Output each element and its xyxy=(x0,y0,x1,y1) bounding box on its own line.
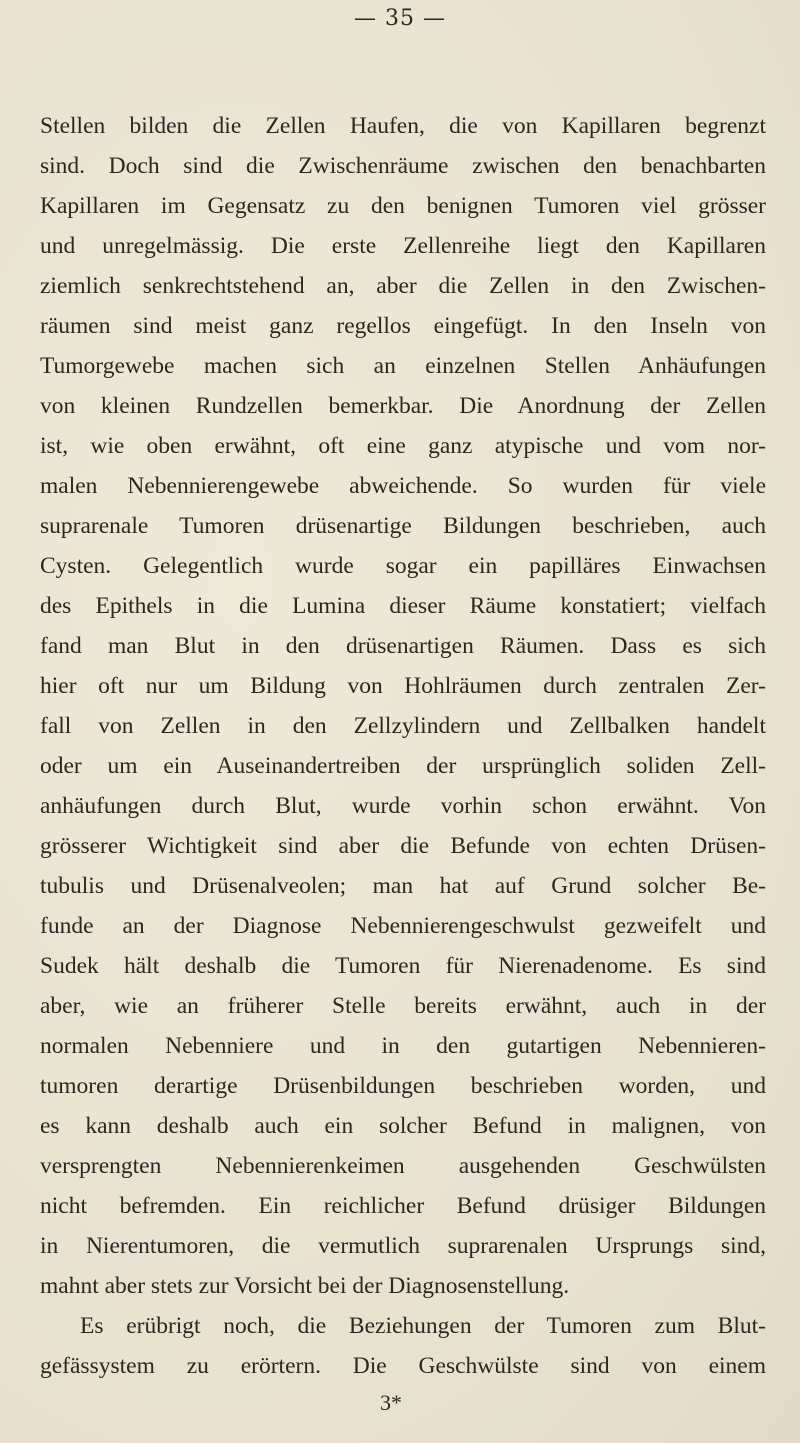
text-line: mahnt aber stets zur Vorsicht bei der Diagnosenstellung. xyxy=(40,1273,570,1299)
text-line: Kapillaren im Gegensatz zu den benignen Tumoren viel grösser xyxy=(40,193,766,219)
text-line: ziemlich senkrechtstehend an, aber die Zellen in den Zwischen- xyxy=(40,273,766,299)
signature-mark: 3* xyxy=(380,1390,402,1415)
text-line: des Epithels in die Lumina dieser Räume konstatiert; vielfach xyxy=(40,593,766,619)
text-line: räumen sind meist ganz regellos eingefügt. In den Inseln von xyxy=(40,313,766,339)
text-line: hier oft nur um Bildung von Hohlräumen durch zentralen Zer- xyxy=(40,673,766,699)
text-line: aber, wie an früherer Stelle bereits erwähnt, auch in der xyxy=(40,993,766,1019)
text-line: Tumorgewebe machen sich an einzelnen Stellen Anhäufungen xyxy=(40,353,766,379)
text-line: anhäufungen durch Blut, wurde vorhin schon erwähnt. Von xyxy=(40,793,766,819)
text-line: malen Nebennierengewebe abweichende. So wurden für viele xyxy=(40,473,766,499)
text-line: oder um ein Auseinandertreiben der ursprünglich soliden Zell- xyxy=(40,753,766,779)
text-line: und unregelmässig. Die erste Zellenreihe liegt den Kapillaren xyxy=(40,233,766,259)
text-line: tubulis und Drüsenalveolen; man hat auf Grund solcher Be- xyxy=(40,873,766,899)
text-line: sind. Doch sind die Zwischenräume zwischen den benachbarten xyxy=(40,153,766,179)
text-line: grösserer Wichtigkeit sind aber die Befunde von echten Drüsen- xyxy=(40,833,766,859)
text-line: Sudek hält deshalb die Tumoren für Nierenadenome. Es sind xyxy=(40,953,766,979)
text-line: von kleinen Rundzellen bemerkbar. Die Anordnung der Zellen xyxy=(40,393,766,419)
text-line: gefässystem zu erörtern. Die Geschwülste sind von einem xyxy=(40,1353,766,1379)
text-line: Cysten. Gelegentlich wurde sogar ein papilläres Einwachsen xyxy=(40,553,766,579)
text-line: es kann deshalb auch ein solcher Befund in malignen, von xyxy=(40,1113,766,1139)
text-line: Es erübrigt noch, die Beziehungen der Tumoren zum Blut- xyxy=(80,1313,766,1339)
body-text xyxy=(40,106,766,1386)
text-line: tumoren derartige Drüsenbildungen beschrieben worden, und xyxy=(40,1073,766,1099)
text-line: nicht befremden. Ein reichlicher Befund drüsiger Bildungen xyxy=(40,1193,766,1219)
text-line: fand man Blut in den drüsenartigen Räumen. Dass es sich xyxy=(40,633,766,659)
text-line: Stellen bilden die Zellen Haufen, die von Kapillaren begrenzt xyxy=(40,113,766,139)
text-line: normalen Nebenniere und in den gutartigen Nebennieren- xyxy=(40,1033,766,1059)
text-line: suprarenale Tumoren drüsenartige Bildungen beschrieben, auch xyxy=(40,513,766,539)
text-line: in Nierentumoren, die vermutlich suprarenalen Ursprungs sind, xyxy=(40,1233,766,1259)
text-line: ist, wie oben erwähnt, oft eine ganz atypische und vom nor- xyxy=(40,433,766,459)
page-number-header: — 35 — xyxy=(354,6,446,31)
text-line: fall von Zellen in den Zellzylindern und Zellbalken handelt xyxy=(40,713,766,739)
text-line: funde an der Diagnose Nebennierengeschwulst gezweifelt und xyxy=(40,913,766,939)
text-line: versprengten Nebennierenkeimen ausgehenden Geschwülsten xyxy=(40,1153,766,1179)
